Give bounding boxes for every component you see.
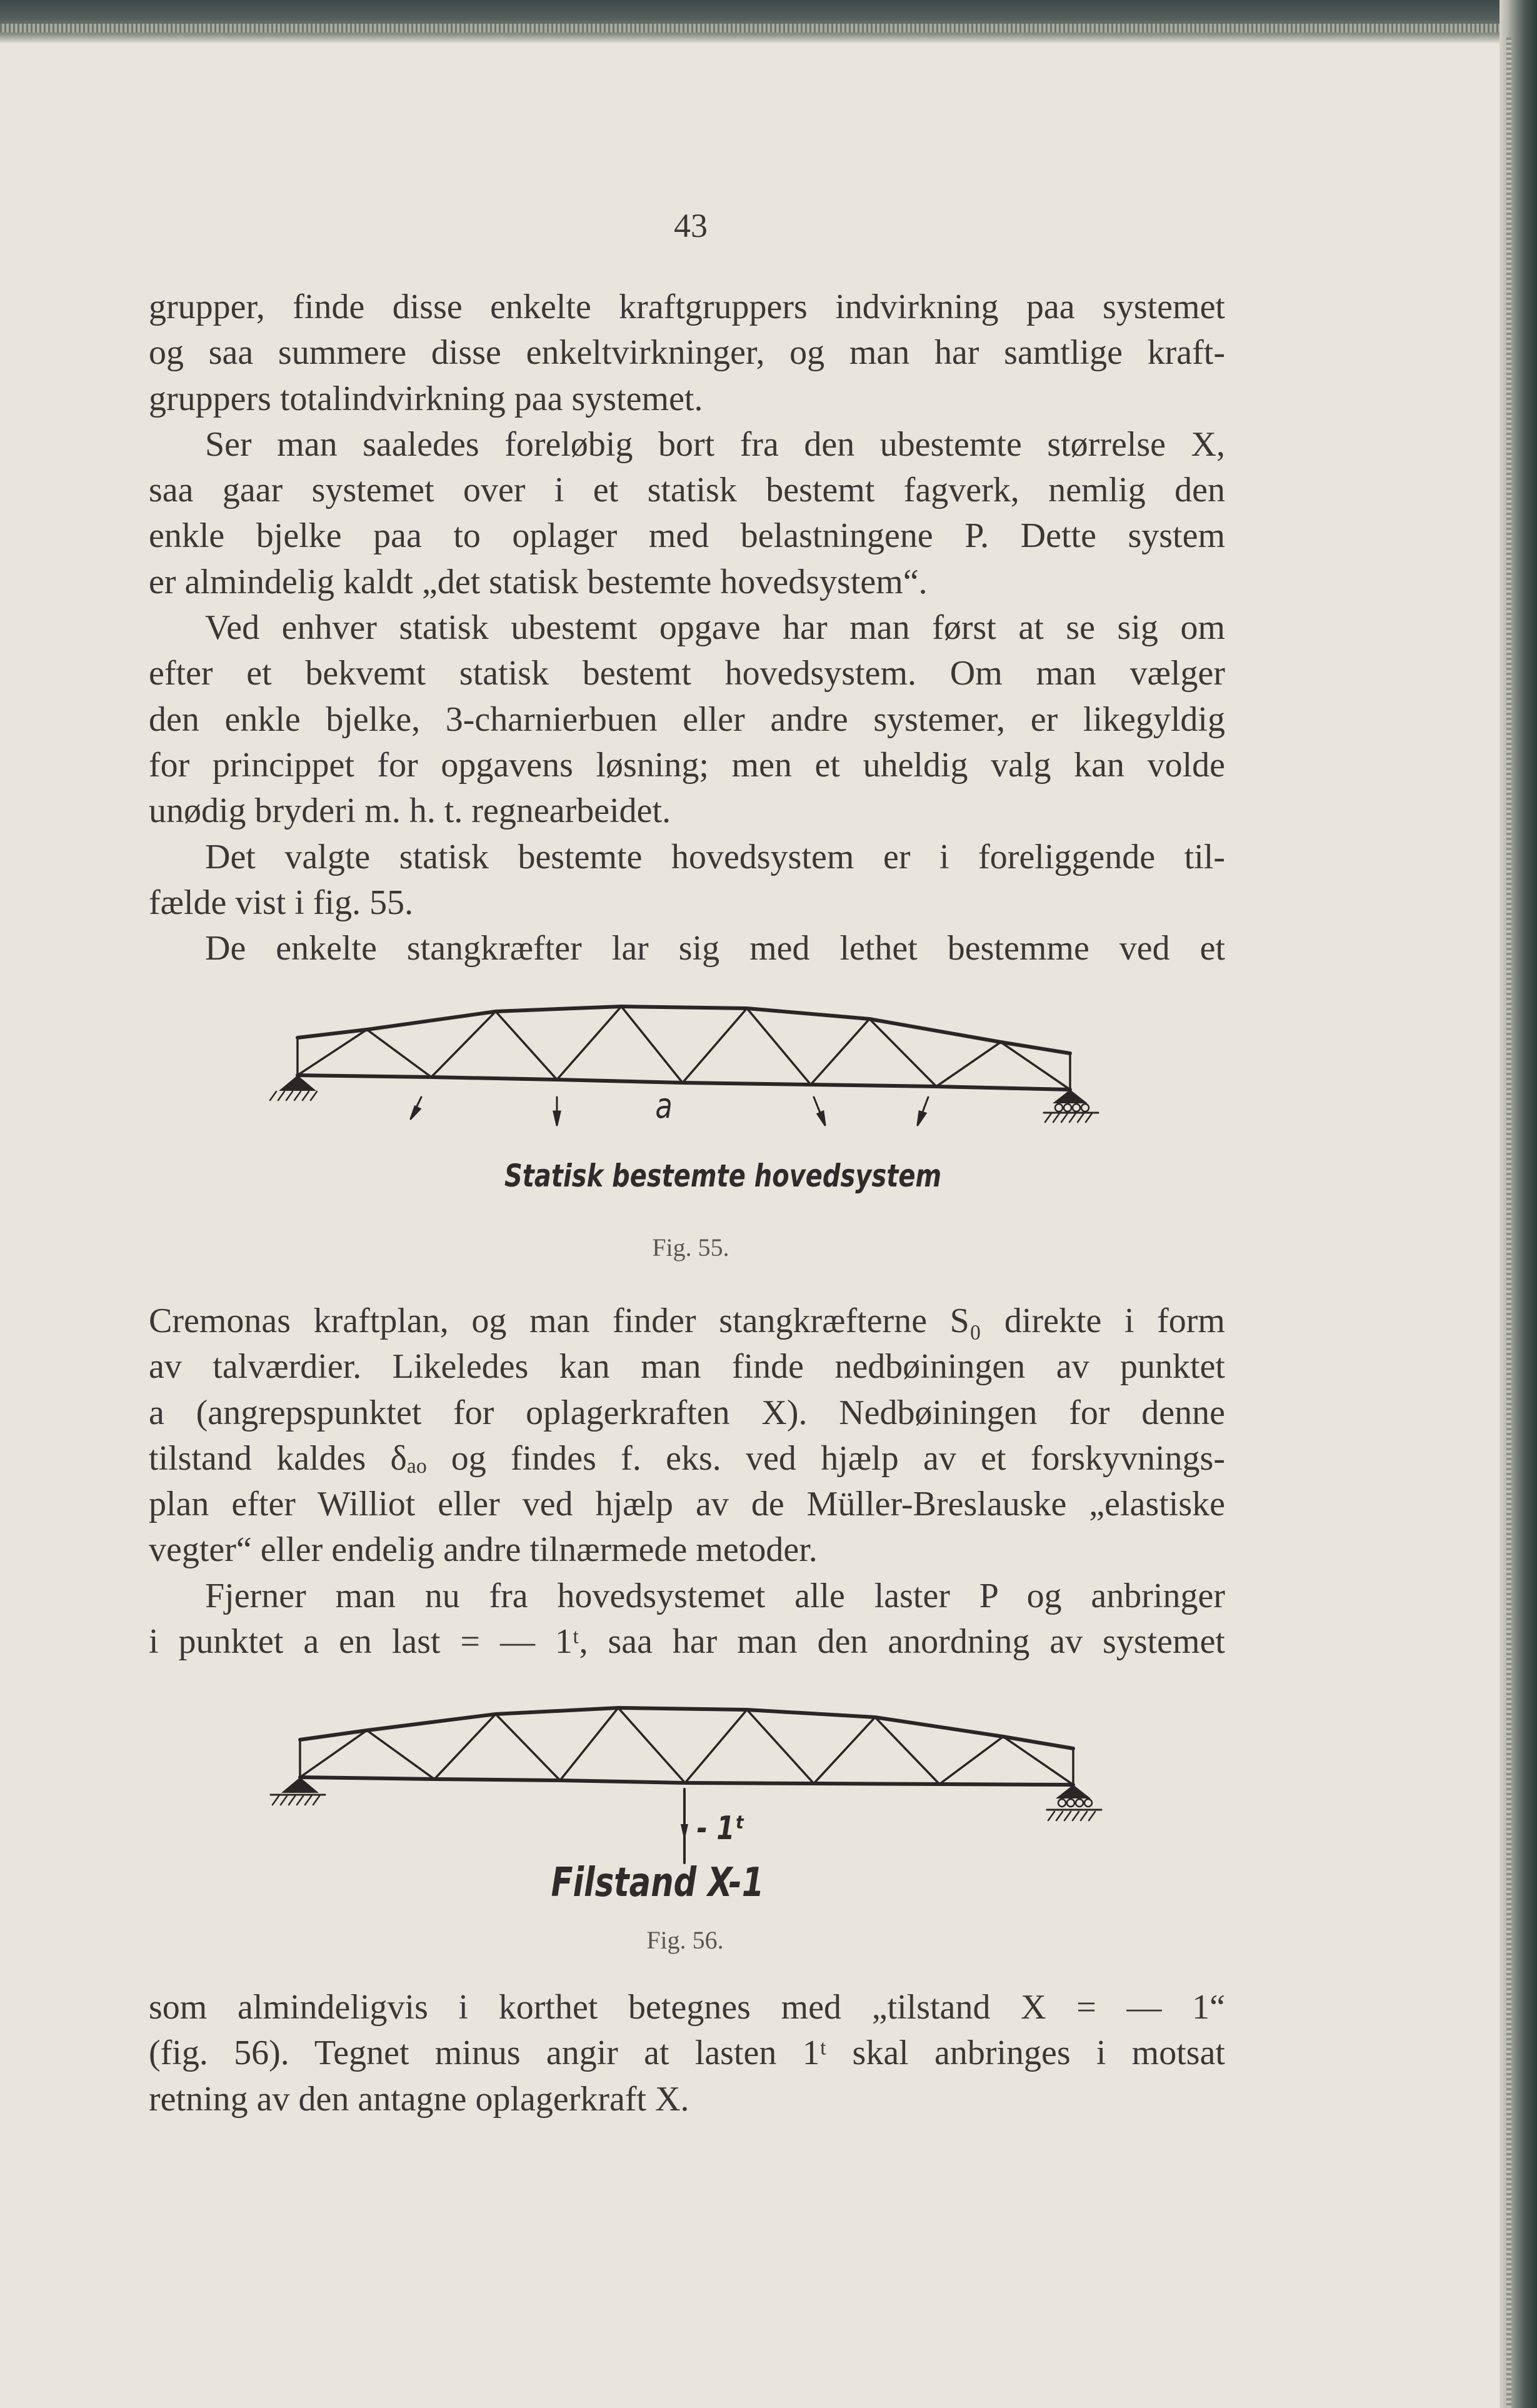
text-line: plan efter Williot eller ved hjælp av de Müller-Breslauske „elastiske	[149, 1485, 1225, 1524]
text-line: for princippet for opgavens løsning; men et uheldig valg kan volde	[149, 745, 1225, 785]
text-line: Ser man saaledes foreløbig bort fra den ubestemte størrelse X,	[205, 424, 1225, 464]
figure-55-caption: Fig. 55.	[652, 1233, 729, 1262]
text-line: Ved enhver statisk ubestemt opgave har man først at se sig om	[205, 608, 1225, 648]
fixed-support-left	[271, 1777, 325, 1805]
text-line: Det valgte statisk bestemte hovedsystem er i foreliggende til-	[205, 837, 1225, 876]
truss-figure-55	[270, 1006, 1098, 1125]
text-line: unødig bryderi m. h. t. regnearbeidet.	[149, 791, 671, 831]
text-line: grupper, finde disse enkelte kraftgruppers indvirkning paa systemet	[149, 288, 1225, 326]
text-line: fælde vist i fig. 55.	[149, 883, 414, 922]
roller-support-right	[1047, 1785, 1101, 1820]
text-block-3	[149, 1985, 1225, 2122]
text-line: gruppers totalindvirkning paa systemet.	[149, 379, 703, 418]
text-line: vegter“ eller endelig andre tilnærmede metoder.	[149, 1530, 818, 1570]
text-line: av talværdier. Likeledes kan man finde nedbøiningen av punktet	[149, 1347, 1225, 1387]
text-line: i punktet a en last = — 1ᵗ, saa har man den anordning av systemet	[149, 1622, 1225, 1662]
text-line: enkle bjelke paa to oplager med belastningene P. Dette system	[149, 516, 1225, 556]
text-line: De enkelte stangkræfter lar sig med lethet bestemme ved et	[205, 929, 1225, 968]
top-chord	[298, 1006, 1070, 1053]
fixed-support-left	[270, 1075, 317, 1100]
text-block-2	[149, 1298, 1225, 1665]
web-diagonals	[300, 1708, 1073, 1785]
text-line: retning av den antagne oplagerkraft X.	[149, 2079, 689, 2119]
text-line: tilstand kaldes δₐₒ og findes f. eks. ved hjælp av et forskyvnings-	[149, 1438, 1225, 1478]
text-line: Fjerner man nu fra hovedsystemet alle laster P og anbringer	[205, 1576, 1225, 1615]
page-number: 43	[674, 207, 708, 244]
text-line: efter et bekvemt statisk bestemt hovedsystem. Om man vælger	[149, 654, 1225, 693]
figure-55-handwritten-caption: Statisk bestemte hovedsystem	[504, 1158, 942, 1194]
text-line: og saa summere disse enkeltvirkninger, og man har samtlige kraft-	[149, 333, 1225, 373]
text-line: Cremonas kraftplan, og man finder stangkræfterne S₀ direkte i form	[149, 1302, 1225, 1340]
text-line: er almindelig kaldt „det statisk bestemte hovedsystem“.	[149, 562, 928, 601]
text-line: a (angrepspunktet for oplagerkraften X). Nedbøiningen for denne	[149, 1393, 1225, 1432]
point-label-a: a	[655, 1086, 673, 1126]
unit-load-arrow	[681, 1789, 688, 1863]
text-line: saa gaar systemet over i et statisk bestemt fagverk, nemlig den	[149, 471, 1225, 510]
figure-56-caption: Fig. 56.	[646, 1926, 724, 1954]
unit-load-label: - 1ᵗ	[696, 1810, 745, 1847]
top-chord	[300, 1708, 1073, 1748]
roller-support-right	[1044, 1090, 1098, 1122]
text-line: (fig. 56). Tegnet minus angir at lasten 1ᵗ skal anbringes i motsat	[149, 2034, 1225, 2073]
truss-figure-56	[271, 1708, 1101, 1863]
text-line: den enkle bjelke, 3-charnierbuen eller andre systemer, er likegyldig	[149, 700, 1225, 739]
text-line: som almindeligvis i korthet betegnes med „tilstand X = — 1“	[149, 1988, 1225, 2027]
figure-56-handwritten-caption: Filstand X-1	[551, 1860, 764, 1906]
